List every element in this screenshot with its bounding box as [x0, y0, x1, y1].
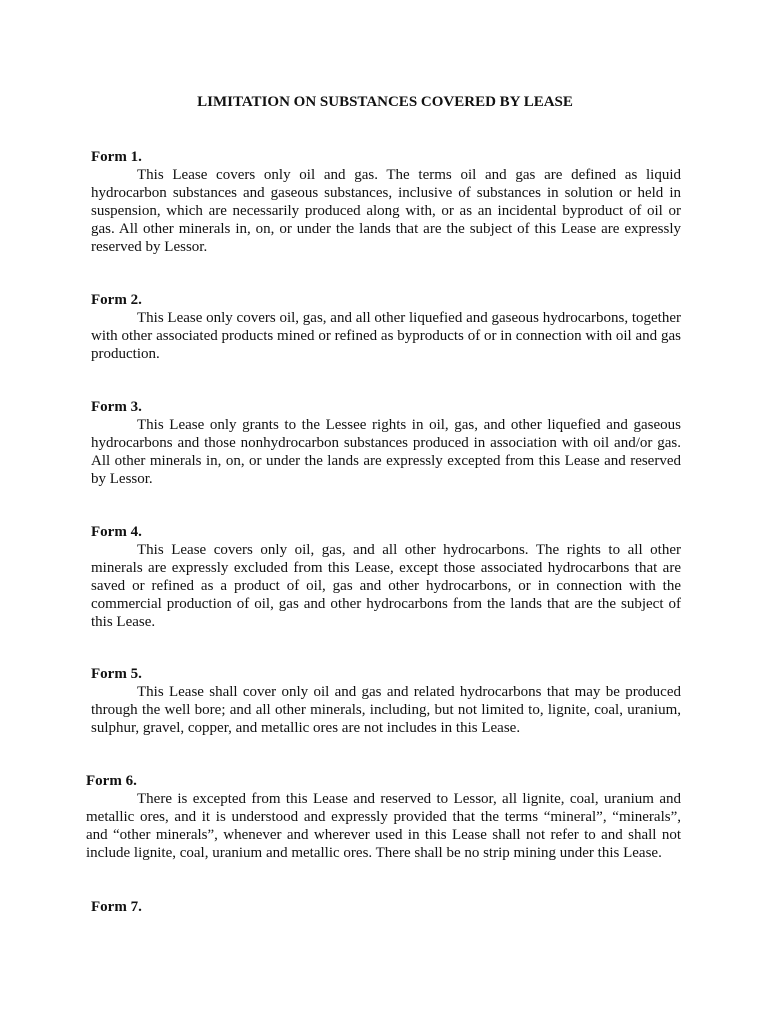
document-title: LIMITATION ON SUBSTANCES COVERED BY LEASE [197, 94, 573, 110]
form-2-section [91, 291, 681, 363]
form-5-text: This Lease shall cover only oil and gas and related hydrocarbons that may be produced through the well bore; and all other minerals, including, but not limited to, lignite, coal, uranium, sulphur, gravel, copper, and metallic ores are not includes in this Lease. [91, 684, 681, 736]
form-3-section [91, 398, 681, 488]
form-5-section [91, 665, 681, 737]
form-4-section [91, 523, 681, 631]
form-6-section [86, 772, 681, 862]
form-2-label: Form 2. [91, 292, 142, 308]
form-3-text: This Lease only grants to the Lessee rights in oil, gas, and other liquefied and gaseous hydrocarbons and those nonhydrocarbon substances produced in association with oil and/or gas. All other minerals in, on, or under the lands are expressly excepted from this Lease and reserved by Lessor. [91, 417, 681, 487]
form-3-label: Form 3. [91, 399, 142, 415]
form-4-label: Form 4. [91, 524, 142, 540]
form-1-section [91, 148, 681, 256]
form-5-label: Form 5. [91, 666, 142, 682]
form-7-section [91, 898, 681, 916]
form-7-label: Form 7. [91, 899, 142, 915]
form-2-text: This Lease only covers oil, gas, and all other liquefied and gaseous hydrocarbons, together with other associated products mined or refined as byproducts of or in connection with oil and gas production. [91, 310, 682, 362]
form-1-text: This Lease covers only oil and gas. The terms oil and gas are defined as liquid hydrocarbon substances and gaseous substances, inclusive of substances in solution or held in suspension, which are necessarily produced along with, or as an incidental byproduct of oil or gas. All other minerals in, on, or under the lands that are the subject of this Lease are expressly reserved by Lessor. [91, 167, 681, 255]
form-1-label: Form 1. [91, 149, 142, 165]
form-6-text: There is excepted from this Lease and reserved to Lessor, all lignite, coal, uranium and metallic ores, and it is understood and expressly provided that the terms “mineral”, “minerals”, and “other minerals”, whenever and wherever used in this Lease shall not refer to and shall not include lignite, coal, uranium and metallic ores. There shall be no strip mining under this Lease. [86, 791, 681, 861]
form-4-text: This Lease covers only oil, gas, and all other hydrocarbons. The rights to all other minerals are expressly excluded from this Lease, except those associated hydrocarbons that are saved or refined as a product of oil, gas and other hydrocarbons, or in connection with the commercial production of oil, gas and other hydrocarbons from the lands that are the subject of this Lease. [91, 542, 681, 630]
form-6-label: Form 6. [86, 773, 137, 789]
